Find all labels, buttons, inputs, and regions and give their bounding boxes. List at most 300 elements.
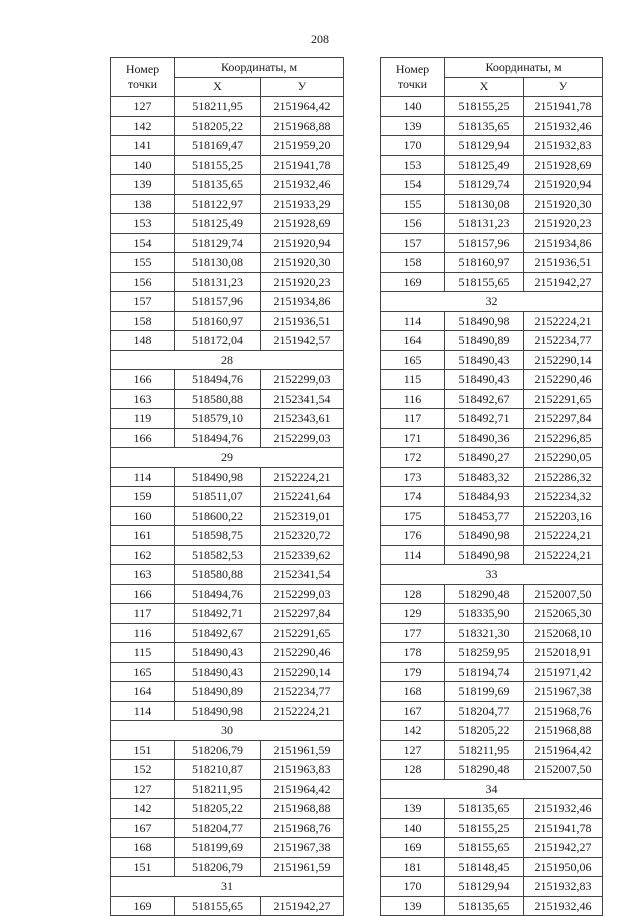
table-row <box>111 740 344 760</box>
y-coordinate-cell: 2152018,91 <box>524 643 603 663</box>
point-number-cell: 116 <box>111 623 175 643</box>
x-coordinate-cell: 518204,77 <box>175 818 261 838</box>
point-number-cell: 170 <box>381 136 445 156</box>
section-row <box>111 877 344 897</box>
point-number-cell: 163 <box>111 389 175 409</box>
point-number-cell: 128 <box>381 760 445 780</box>
y-coordinate-cell: 2151950,06 <box>524 857 603 877</box>
x-coordinate-cell: 518135,65 <box>175 175 261 195</box>
table-row <box>111 194 344 214</box>
y-coordinate-cell: 2151934,86 <box>524 233 603 253</box>
y-coordinate-cell: 2152290,46 <box>261 643 344 663</box>
table-row <box>111 116 344 136</box>
x-coordinate-cell: 518129,94 <box>445 877 524 897</box>
x-coordinate-cell: 518490,89 <box>175 682 261 702</box>
section-row <box>111 721 344 741</box>
point-number-cell: 151 <box>111 740 175 760</box>
x-coordinate-cell: 518129,74 <box>445 175 524 195</box>
y-coordinate-cell: 2152068,10 <box>524 623 603 643</box>
header-x: X <box>175 77 261 97</box>
x-coordinate-cell: 518130,08 <box>175 253 261 273</box>
point-number-cell: 172 <box>381 448 445 468</box>
point-number-cell: 139 <box>381 799 445 819</box>
x-coordinate-cell: 518199,69 <box>445 682 524 702</box>
table-row <box>381 896 603 916</box>
table-row <box>111 370 344 390</box>
x-coordinate-cell: 518490,98 <box>175 701 261 721</box>
x-coordinate-cell: 518600,22 <box>175 506 261 526</box>
y-coordinate-cell: 2151920,23 <box>261 272 344 292</box>
y-coordinate-cell: 2151967,38 <box>261 838 344 858</box>
table-row <box>381 857 603 877</box>
y-coordinate-cell: 2152290,05 <box>524 448 603 468</box>
section-number: 32 <box>381 292 603 312</box>
point-number-cell: 164 <box>111 682 175 702</box>
section-row <box>381 565 603 585</box>
section-number: 33 <box>381 565 603 585</box>
table-row <box>111 506 344 526</box>
table-row <box>111 214 344 234</box>
table-row <box>111 682 344 702</box>
x-coordinate-cell: 518483,32 <box>445 467 524 487</box>
table-row <box>111 818 344 838</box>
y-coordinate-cell: 2152339,62 <box>261 545 344 565</box>
y-coordinate-cell: 2151928,69 <box>524 155 603 175</box>
table-row <box>381 272 603 292</box>
x-coordinate-cell: 518157,96 <box>175 292 261 312</box>
x-coordinate-cell: 518155,65 <box>445 272 524 292</box>
table-row <box>381 701 603 721</box>
table-row <box>111 409 344 429</box>
point-number-cell: 162 <box>111 545 175 565</box>
x-coordinate-cell: 518206,79 <box>175 740 261 760</box>
point-number-cell: 156 <box>111 272 175 292</box>
table-row <box>381 584 603 604</box>
point-number-cell: 119 <box>111 409 175 429</box>
table-row <box>111 643 344 663</box>
x-coordinate-cell: 518490,43 <box>445 370 524 390</box>
section-number: 31 <box>111 877 344 897</box>
y-coordinate-cell: 2152286,32 <box>524 467 603 487</box>
point-number-cell: 139 <box>381 896 445 916</box>
header-coordinates: Координаты, м <box>445 58 603 78</box>
x-coordinate-cell: 518211,95 <box>445 740 524 760</box>
y-coordinate-cell: 2151968,88 <box>261 116 344 136</box>
x-coordinate-cell: 518211,95 <box>175 97 261 117</box>
x-coordinate-cell: 518598,75 <box>175 526 261 546</box>
table-row <box>111 292 344 312</box>
table-row <box>381 740 603 760</box>
point-number-cell: 151 <box>111 857 175 877</box>
y-coordinate-cell: 2151932,83 <box>524 136 603 156</box>
x-coordinate-cell: 518125,49 <box>445 155 524 175</box>
x-coordinate-cell: 518131,23 <box>175 272 261 292</box>
section-row <box>111 350 344 370</box>
x-coordinate-cell: 518204,77 <box>445 701 524 721</box>
point-number-cell: 171 <box>381 428 445 448</box>
point-number-cell: 169 <box>381 838 445 858</box>
point-number-cell: 114 <box>111 701 175 721</box>
y-coordinate-cell: 2151941,78 <box>524 97 603 117</box>
point-number-cell: 153 <box>381 155 445 175</box>
y-coordinate-cell: 2152297,84 <box>524 409 603 429</box>
point-number-cell: 128 <box>381 584 445 604</box>
y-coordinate-cell: 2152234,32 <box>524 487 603 507</box>
x-coordinate-cell: 518205,22 <box>175 116 261 136</box>
point-number-cell: 169 <box>111 896 175 916</box>
point-number-cell: 141 <box>111 136 175 156</box>
x-coordinate-cell: 518335,90 <box>445 604 524 624</box>
table-row <box>381 506 603 526</box>
table-row <box>381 331 603 351</box>
header-y: У <box>524 77 603 97</box>
point-number-cell: 138 <box>111 194 175 214</box>
point-number-cell: 140 <box>381 97 445 117</box>
y-coordinate-cell: 2151932,46 <box>261 175 344 195</box>
x-coordinate-cell: 518490,43 <box>175 643 261 663</box>
point-number-cell: 166 <box>111 370 175 390</box>
x-coordinate-cell: 518130,08 <box>445 194 524 214</box>
table-row <box>111 155 344 175</box>
y-coordinate-cell: 2151942,27 <box>261 896 344 916</box>
point-number-cell: 169 <box>381 272 445 292</box>
point-number-cell: 154 <box>111 233 175 253</box>
point-number-cell: 174 <box>381 487 445 507</box>
table-row <box>381 662 603 682</box>
point-number-cell: 142 <box>111 799 175 819</box>
table-row <box>111 584 344 604</box>
x-coordinate-cell: 518490,98 <box>445 526 524 546</box>
x-coordinate-cell: 518490,98 <box>445 311 524 331</box>
y-coordinate-cell: 2152224,21 <box>261 467 344 487</box>
point-number-cell: 127 <box>111 97 175 117</box>
point-number-cell: 163 <box>111 565 175 585</box>
table-row <box>381 428 603 448</box>
x-coordinate-cell: 518490,27 <box>445 448 524 468</box>
y-coordinate-cell: 2151942,57 <box>261 331 344 351</box>
x-coordinate-cell: 518169,47 <box>175 136 261 156</box>
table-row <box>381 311 603 331</box>
point-number-cell: 176 <box>381 526 445 546</box>
y-coordinate-cell: 2152341,54 <box>261 389 344 409</box>
y-coordinate-cell: 2152291,65 <box>524 389 603 409</box>
section-number: 28 <box>111 350 344 370</box>
x-coordinate-cell: 518290,48 <box>445 584 524 604</box>
table-row <box>381 643 603 663</box>
y-coordinate-cell: 2151961,59 <box>261 740 344 760</box>
x-coordinate-cell: 518129,94 <box>445 136 524 156</box>
table-row <box>111 565 344 585</box>
point-number-cell: 178 <box>381 643 445 663</box>
point-number-cell: 116 <box>381 389 445 409</box>
y-coordinate-cell: 2151920,94 <box>524 175 603 195</box>
point-number-cell: 127 <box>111 779 175 799</box>
point-number-cell: 117 <box>111 604 175 624</box>
x-coordinate-cell: 518580,88 <box>175 389 261 409</box>
point-number-cell: 179 <box>381 662 445 682</box>
table-row <box>111 253 344 273</box>
point-number-cell: 170 <box>381 877 445 897</box>
table-row <box>381 604 603 624</box>
x-coordinate-cell: 518492,71 <box>175 604 261 624</box>
y-coordinate-cell: 2151968,88 <box>524 721 603 741</box>
section-row <box>381 779 603 799</box>
x-coordinate-cell: 518290,48 <box>445 760 524 780</box>
x-coordinate-cell: 518490,98 <box>175 467 261 487</box>
point-number-cell: 166 <box>111 428 175 448</box>
table-body-left <box>111 97 344 916</box>
x-coordinate-cell: 518492,67 <box>175 623 261 643</box>
section-number: 30 <box>111 721 344 741</box>
table-row <box>111 545 344 565</box>
x-coordinate-cell: 518205,22 <box>175 799 261 819</box>
table-row <box>381 97 603 117</box>
y-coordinate-cell: 2152234,77 <box>261 682 344 702</box>
table-body-right <box>381 97 603 916</box>
point-number-cell: 156 <box>381 214 445 234</box>
table-row <box>111 487 344 507</box>
y-coordinate-cell: 2152224,21 <box>524 311 603 331</box>
point-number-cell: 160 <box>111 506 175 526</box>
x-coordinate-cell: 518490,43 <box>445 350 524 370</box>
point-number-cell: 114 <box>111 467 175 487</box>
table-row <box>111 467 344 487</box>
point-number-cell: 177 <box>381 623 445 643</box>
table-row <box>111 272 344 292</box>
y-coordinate-cell: 2152299,03 <box>261 370 344 390</box>
header-y: У <box>261 77 344 97</box>
y-coordinate-cell: 2151964,42 <box>261 779 344 799</box>
table-row <box>381 799 603 819</box>
y-coordinate-cell: 2151968,76 <box>261 818 344 838</box>
point-number-cell: 129 <box>381 604 445 624</box>
point-number-cell: 165 <box>111 662 175 682</box>
x-coordinate-cell: 518131,23 <box>445 214 524 234</box>
point-number-cell: 165 <box>381 350 445 370</box>
x-coordinate-cell: 518160,97 <box>175 311 261 331</box>
y-coordinate-cell: 2152341,54 <box>261 565 344 585</box>
table-row <box>381 526 603 546</box>
y-coordinate-cell: 2152290,14 <box>524 350 603 370</box>
x-coordinate-cell: 518321,30 <box>445 623 524 643</box>
y-coordinate-cell: 2152224,21 <box>524 526 603 546</box>
point-number-cell: 155 <box>381 194 445 214</box>
table-row <box>381 116 603 136</box>
y-coordinate-cell: 2151932,46 <box>524 896 603 916</box>
table-row <box>111 526 344 546</box>
point-number-cell: 181 <box>381 857 445 877</box>
table-row <box>111 604 344 624</box>
y-coordinate-cell: 2151941,78 <box>524 818 603 838</box>
table-row <box>111 760 344 780</box>
table-row <box>381 409 603 429</box>
table-row <box>381 370 603 390</box>
table-row <box>381 194 603 214</box>
x-coordinate-cell: 518157,96 <box>445 233 524 253</box>
point-number-cell: 140 <box>381 818 445 838</box>
x-coordinate-cell: 518492,71 <box>445 409 524 429</box>
table-row <box>111 428 344 448</box>
y-coordinate-cell: 2151933,29 <box>261 194 344 214</box>
point-number-cell: 140 <box>111 155 175 175</box>
point-number-cell: 155 <box>111 253 175 273</box>
x-coordinate-cell: 518135,65 <box>445 799 524 819</box>
y-coordinate-cell: 2152299,03 <box>261 584 344 604</box>
point-number-cell: 152 <box>111 760 175 780</box>
point-number-cell: 173 <box>381 467 445 487</box>
page-number: 208 <box>311 32 329 46</box>
point-number-cell: 167 <box>111 818 175 838</box>
x-coordinate-cell: 518160,97 <box>445 253 524 273</box>
point-number-cell: 114 <box>381 311 445 331</box>
table-row <box>381 233 603 253</box>
table-row <box>381 877 603 897</box>
table-row <box>111 799 344 819</box>
table-row <box>381 838 603 858</box>
point-number-cell: 115 <box>381 370 445 390</box>
y-coordinate-cell: 2151959,20 <box>261 136 344 156</box>
x-coordinate-cell: 518580,88 <box>175 565 261 585</box>
x-coordinate-cell: 518579,10 <box>175 409 261 429</box>
y-coordinate-cell: 2152290,14 <box>261 662 344 682</box>
table-row <box>381 389 603 409</box>
y-coordinate-cell: 2151934,86 <box>261 292 344 312</box>
point-number-cell: 168 <box>111 838 175 858</box>
point-number-cell: 115 <box>111 643 175 663</box>
y-coordinate-cell: 2151961,59 <box>261 857 344 877</box>
y-coordinate-cell: 2151928,69 <box>261 214 344 234</box>
header-point-number: Номер точки <box>381 58 445 97</box>
x-coordinate-cell: 518490,36 <box>445 428 524 448</box>
y-coordinate-cell: 2152296,85 <box>524 428 603 448</box>
x-coordinate-cell: 518155,25 <box>445 97 524 117</box>
section-row <box>111 448 344 468</box>
header-coordinates: Координаты, м <box>175 58 344 78</box>
y-coordinate-cell: 2151941,78 <box>261 155 344 175</box>
y-coordinate-cell: 2151968,76 <box>524 701 603 721</box>
y-coordinate-cell: 2151920,94 <box>261 233 344 253</box>
y-coordinate-cell: 2151971,42 <box>524 662 603 682</box>
point-number-cell: 157 <box>111 292 175 312</box>
y-coordinate-cell: 2151920,30 <box>261 253 344 273</box>
table-row <box>381 253 603 273</box>
x-coordinate-cell: 518194,74 <box>445 662 524 682</box>
y-coordinate-cell: 2152224,21 <box>524 545 603 565</box>
y-coordinate-cell: 2152297,84 <box>261 604 344 624</box>
table-row <box>381 214 603 234</box>
point-number-cell: 154 <box>381 175 445 195</box>
table-row <box>381 818 603 838</box>
table-row <box>111 779 344 799</box>
x-coordinate-cell: 518259,95 <box>445 643 524 663</box>
x-coordinate-cell: 518490,89 <box>445 331 524 351</box>
y-coordinate-cell: 2151920,23 <box>524 214 603 234</box>
coordinates-table-left <box>110 57 344 916</box>
table-row <box>111 311 344 331</box>
point-number-cell: 168 <box>381 682 445 702</box>
point-number-cell: 158 <box>111 311 175 331</box>
point-number-cell: 164 <box>381 331 445 351</box>
table-row <box>111 857 344 877</box>
y-coordinate-cell: 2152241,64 <box>261 487 344 507</box>
point-number-cell: 142 <box>111 116 175 136</box>
table-row <box>381 682 603 702</box>
x-coordinate-cell: 518494,76 <box>175 428 261 448</box>
header-point-number: Номер точки <box>111 58 175 97</box>
table-row <box>381 350 603 370</box>
point-number-cell: 158 <box>381 253 445 273</box>
table-row <box>381 448 603 468</box>
table-row <box>381 467 603 487</box>
point-number-cell: 159 <box>111 487 175 507</box>
y-coordinate-cell: 2152203,16 <box>524 506 603 526</box>
section-number: 29 <box>111 448 344 468</box>
table-row <box>111 233 344 253</box>
table-row <box>111 331 344 351</box>
x-coordinate-cell: 518210,87 <box>175 760 261 780</box>
table-row <box>381 545 603 565</box>
x-coordinate-cell: 518125,49 <box>175 214 261 234</box>
coordinates-table-right <box>380 57 603 916</box>
x-coordinate-cell: 518135,65 <box>445 896 524 916</box>
y-coordinate-cell: 2151932,46 <box>524 799 603 819</box>
y-coordinate-cell: 2152290,46 <box>524 370 603 390</box>
y-coordinate-cell: 2152007,50 <box>524 760 603 780</box>
point-number-cell: 157 <box>381 233 445 253</box>
y-coordinate-cell: 2152224,21 <box>261 701 344 721</box>
y-coordinate-cell: 2151932,83 <box>524 877 603 897</box>
x-coordinate-cell: 518122,97 <box>175 194 261 214</box>
table-row <box>111 136 344 156</box>
table-row <box>111 175 344 195</box>
section-number: 34 <box>381 779 603 799</box>
table-row <box>381 721 603 741</box>
y-coordinate-cell: 2151964,42 <box>261 97 344 117</box>
y-coordinate-cell: 2151964,42 <box>524 740 603 760</box>
y-coordinate-cell: 2151936,51 <box>261 311 344 331</box>
x-coordinate-cell: 518494,76 <box>175 370 261 390</box>
x-coordinate-cell: 518511,07 <box>175 487 261 507</box>
x-coordinate-cell: 518172,04 <box>175 331 261 351</box>
x-coordinate-cell: 518148,45 <box>445 857 524 877</box>
table-row <box>111 838 344 858</box>
table-row <box>111 662 344 682</box>
table-row <box>381 175 603 195</box>
x-coordinate-cell: 518155,65 <box>445 838 524 858</box>
table-row <box>111 701 344 721</box>
y-coordinate-cell: 2151942,27 <box>524 272 603 292</box>
table-row <box>111 389 344 409</box>
x-coordinate-cell: 518492,67 <box>445 389 524 409</box>
x-coordinate-cell: 518129,74 <box>175 233 261 253</box>
table-row <box>381 136 603 156</box>
table-row <box>381 623 603 643</box>
table-row <box>111 623 344 643</box>
point-number-cell: 127 <box>381 740 445 760</box>
x-coordinate-cell: 518484,93 <box>445 487 524 507</box>
table-row <box>111 97 344 117</box>
x-coordinate-cell: 518199,69 <box>175 838 261 858</box>
y-coordinate-cell: 2152007,50 <box>524 584 603 604</box>
x-coordinate-cell: 518490,43 <box>175 662 261 682</box>
point-number-cell: 148 <box>111 331 175 351</box>
y-coordinate-cell: 2151936,51 <box>524 253 603 273</box>
x-coordinate-cell: 518582,53 <box>175 545 261 565</box>
x-coordinate-cell: 518453,77 <box>445 506 524 526</box>
y-coordinate-cell: 2152234,77 <box>524 331 603 351</box>
y-coordinate-cell: 2152319,01 <box>261 506 344 526</box>
point-number-cell: 139 <box>381 116 445 136</box>
